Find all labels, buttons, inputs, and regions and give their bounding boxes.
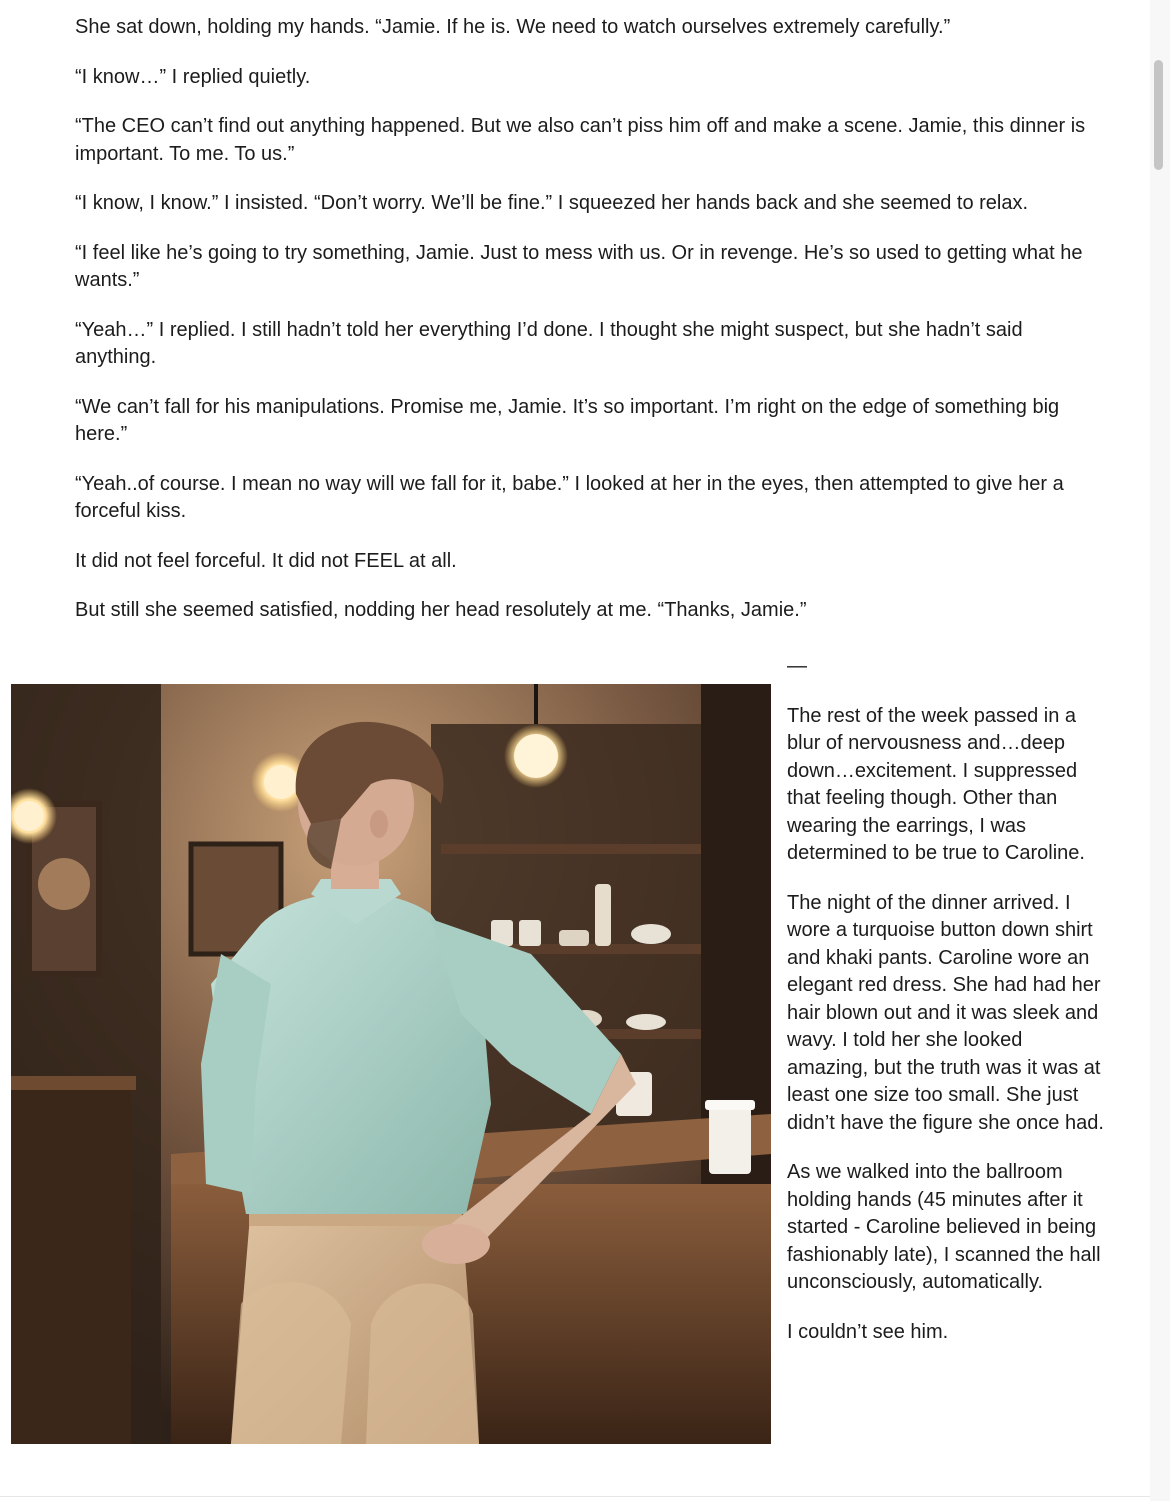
top-text-block [75,14,1105,647]
cafe-scene-image [11,684,771,1444]
paragraph: But still she seemed satisfied, nodding her head resolutely at me. “Thanks, Jamie.” [75,599,807,621]
story-illustration [11,684,771,1444]
vertical-scrollbar[interactable] [1150,0,1170,1501]
paragraph: It did not feel forceful. It did not FEEL at all. [75,549,457,572]
paragraph: The night of the dinner arrived. I wore a turquoise button down shirt and khaki pants. Caroline wore an elegant red dress. She had had her hair blown out and it was sleek and wavy. I told her she looked amazing, but the truth was it was at least one size too small. She just didn’t have the figure she once had. [787,891,1104,1134]
paragraph: “The CEO can’t find out anything happened. But we also can’t piss him off and make a scene. Jamie, this dinner is important. To me. To us.” [75,115,1086,165]
scrollbar-thumb[interactable] [1154,60,1163,170]
side-text-block [787,653,1107,1368]
paragraph: “I know…” I replied quietly. [75,65,311,88]
paragraph: As we walked into the ballroom holding hands (45 minutes after it started - Caroline believed in being fashionably late), I scanned the hall unconsciously, automatically. [787,1161,1101,1293]
paragraph: “Yeah…” I replied. I still hadn’t told her everything I’d done. I thought she might suspect, but she hadn’t said anything. [75,318,1023,368]
paragraph: The rest of the week passed in a blur of nervousness and…deep down…excitement. I suppressed that feeling though. Other than wearing the earrings, I was determined to be true to Caroline. [787,704,1085,864]
section-divider: — [787,655,807,677]
paragraph: “We can’t fall for his manipulations. Promise me, Jamie. It’s so important. I’m right on the edge of something big here.” [75,395,1060,445]
paragraph: “I know, I know.” I insisted. “Don’t worry. We’ll be fine.” I squeezed her hands back and she seemed to relax. [75,192,1029,214]
paragraph: “I feel like he’s going to try something, Jamie. Just to mess with us. Or in revenge. He’s so used to getting what he wants.” [75,241,1083,291]
page-bottom-divider [0,1496,1150,1497]
paragraph: I couldn’t see him. [787,1320,949,1343]
paragraph: “Yeah..of course. I mean no way will we fall for it, babe.” I looked at her in the eyes, then attempted to give her a forceful kiss. [75,472,1064,522]
paragraph: She sat down, holding my hands. “Jamie. If he is. We need to watch ourselves extremely carefully.” [75,16,951,38]
